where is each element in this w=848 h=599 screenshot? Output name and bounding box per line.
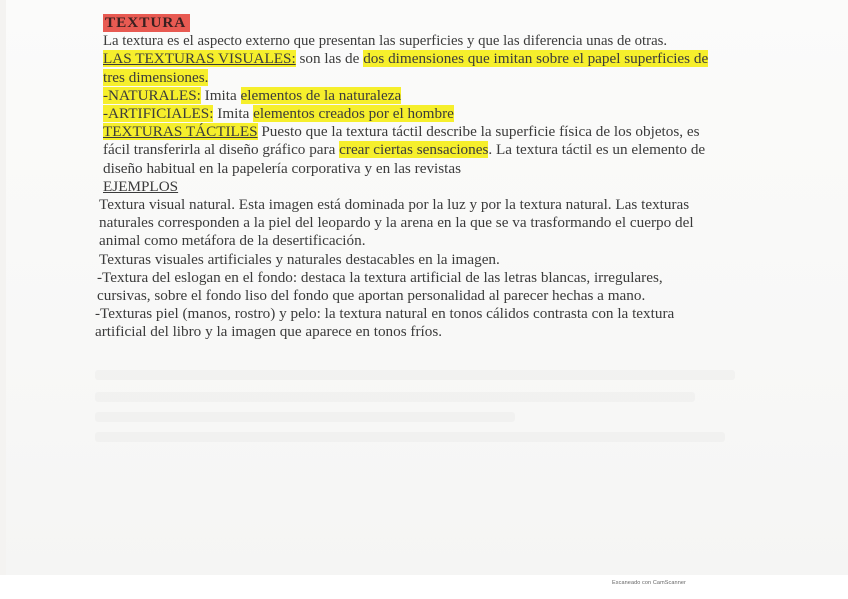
show-through-line bbox=[95, 392, 695, 402]
show-through-line bbox=[95, 432, 725, 442]
document-body bbox=[95, 14, 760, 342]
ejemplos-line: artificial del libro y la imagen que aparece en tonos fríos. bbox=[95, 323, 443, 341]
artificiales-line bbox=[103, 105, 760, 123]
ejemplos-line: Textura visual natural. Esta imagen está dominada por la luz y por la textura natural. Las texturas bbox=[99, 196, 690, 214]
ejemplos-line: -Texturas piel (manos, rostro) y pelo: la textura natural en tonos cálidos contrasta con la textura bbox=[95, 305, 675, 323]
tactiles-text-2: fácil transferirla al diseño gráfico para bbox=[103, 141, 340, 159]
tactiles-text-3: . La textura táctil es un elemento de bbox=[488, 141, 706, 159]
naturales-label: -NATURALES: bbox=[103, 86, 201, 104]
artificiales-highlight: elementos creados por el hombre bbox=[253, 105, 454, 123]
ejemplos-line: animal como metáfora de la desertificación. bbox=[99, 232, 366, 250]
artificiales-label: -ARTIFICIALES: bbox=[103, 105, 214, 123]
scan-margin bbox=[0, 575, 848, 599]
scanner-watermark: Escaneado con CamScanner bbox=[612, 580, 686, 586]
page-title: TEXTURA bbox=[103, 14, 190, 32]
show-through-line bbox=[95, 412, 515, 422]
tactiles-line-3: diseño habitual en la papelería corporativa y en las revistas bbox=[103, 159, 462, 177]
naturales-highlight: elementos de la naturaleza bbox=[240, 86, 402, 104]
tactiles-line-2 bbox=[103, 141, 760, 159]
tactiles-line-1 bbox=[103, 123, 760, 141]
tactiles-highlight: crear ciertas sensaciones bbox=[339, 141, 489, 159]
ejemplos-heading: EJEMPLOS bbox=[103, 177, 179, 195]
visual-text: son las de bbox=[295, 50, 364, 68]
tactiles-label: TEXTURAS TÁCTILES bbox=[103, 123, 258, 141]
visual-highlight-2: tres dimensiones. bbox=[103, 68, 209, 86]
intro-paragraph: La textura es el aspecto externo que presentan las superficies y que las diferencia unas de otras. bbox=[103, 33, 668, 50]
naturales-line bbox=[103, 87, 760, 105]
visual-line-2 bbox=[103, 69, 760, 87]
show-through-line bbox=[95, 370, 735, 380]
tactiles-text: Puesto que la textura táctil describe la superficie física de los objetos, es bbox=[257, 123, 700, 141]
ejemplos-line: Texturas visuales artificiales y naturales destacables en la imagen. bbox=[99, 250, 500, 268]
ejemplos-line: cursivas, sobre el fondo liso del fondo que aportan personalidad al parecer hechas a mano. bbox=[97, 287, 646, 305]
visual-label: LAS TEXTURAS VISUALES: bbox=[103, 50, 296, 68]
naturales-text: Imita bbox=[200, 86, 241, 104]
ejemplos-line: -Textura del eslogan en el fondo: destaca la textura artificial de las letras blancas, irregulares, bbox=[97, 268, 663, 286]
ejemplos-line: naturales corresponden a la piel del leopardo y la arena en la que se va trasformando el cuerpo del bbox=[99, 214, 694, 232]
visual-highlight: dos dimensiones que imitan sobre el papel superficies de bbox=[363, 50, 709, 68]
artificiales-text: Imita bbox=[213, 105, 254, 123]
title-line bbox=[95, 14, 760, 32]
visual-line-1 bbox=[103, 50, 760, 68]
